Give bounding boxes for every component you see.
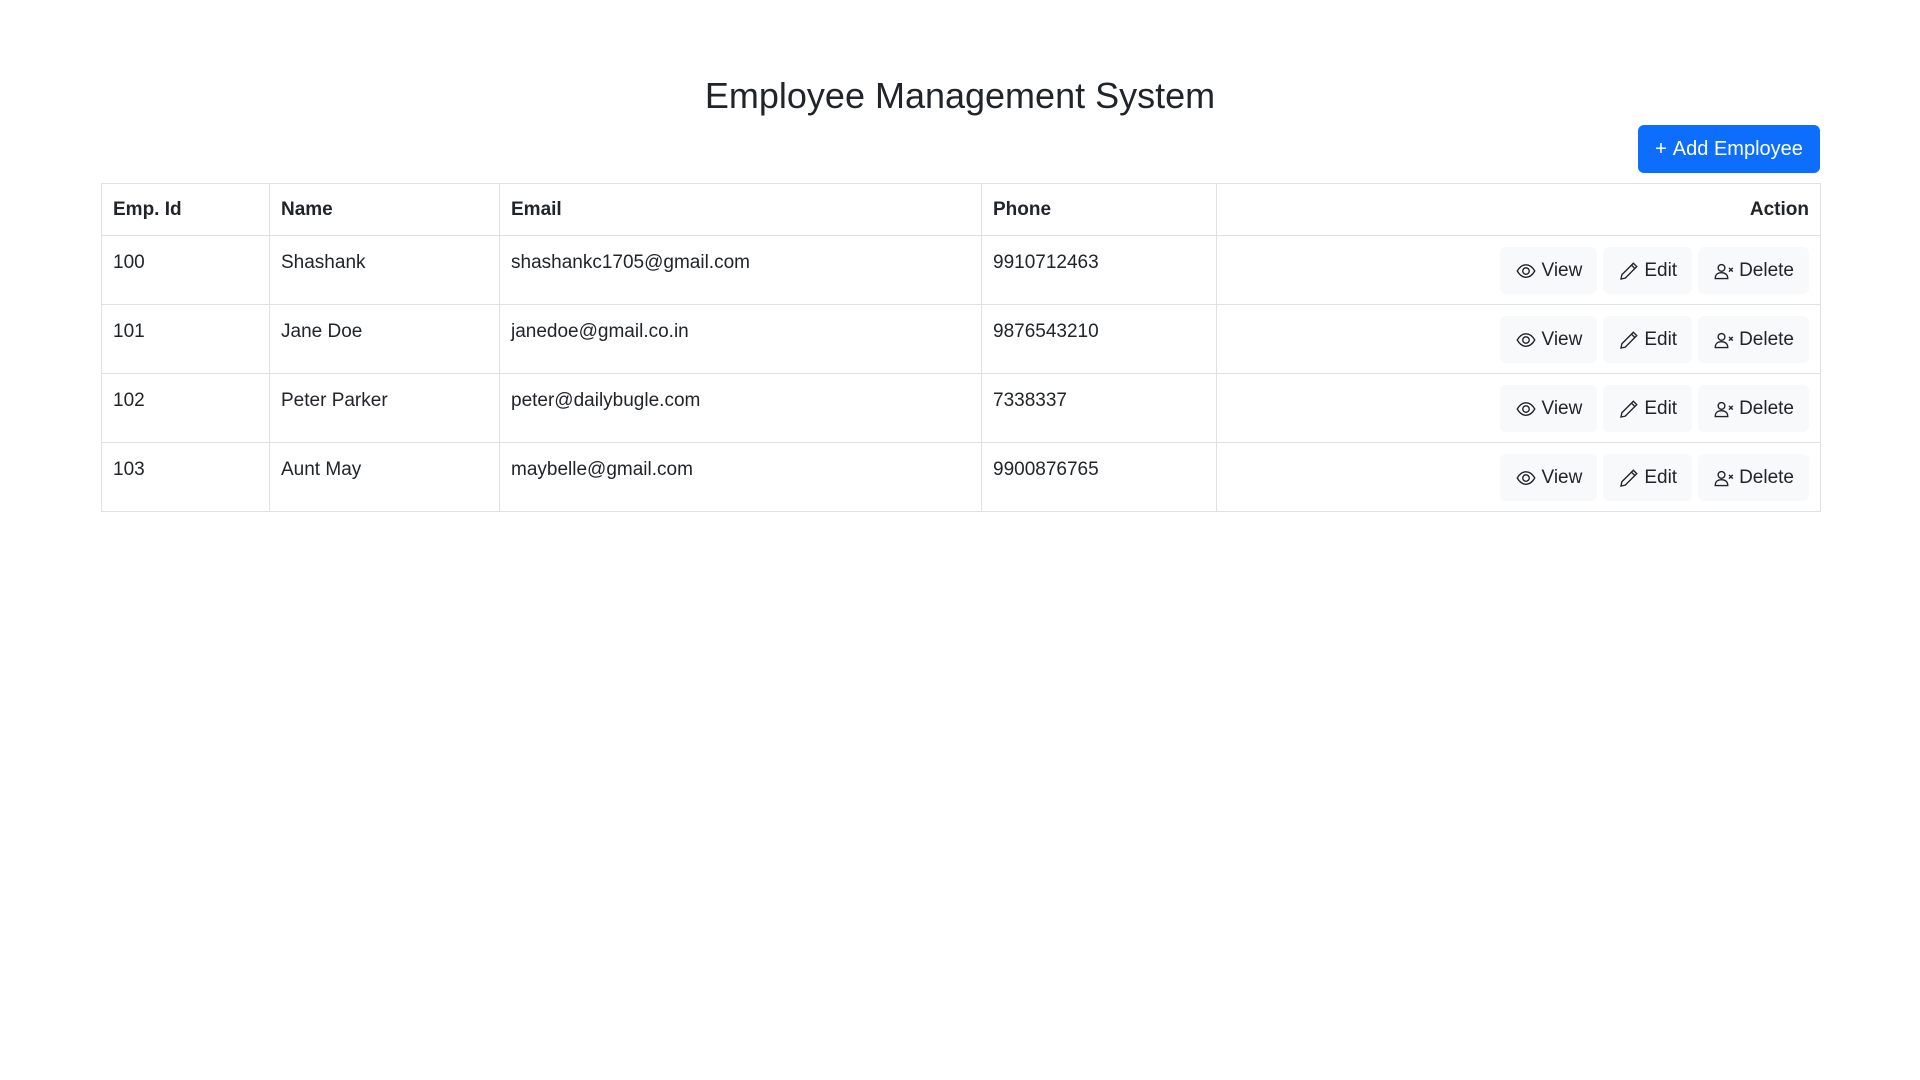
cell-emp-id: 103 bbox=[102, 443, 270, 512]
delete-label: Delete bbox=[1739, 328, 1794, 350]
cell-email: peter@dailybugle.com bbox=[500, 374, 982, 443]
edit-button[interactable] bbox=[1603, 385, 1692, 432]
edit-button[interactable] bbox=[1603, 454, 1692, 501]
cell-actions bbox=[1217, 305, 1821, 374]
view-button[interactable] bbox=[1500, 454, 1597, 501]
pencil-icon bbox=[1618, 260, 1640, 282]
cell-phone: 9900876765 bbox=[982, 443, 1217, 512]
delete-label: Delete bbox=[1739, 259, 1794, 281]
person-x-icon bbox=[1713, 467, 1735, 489]
column-header-emp-id: Emp. Id bbox=[102, 184, 270, 236]
cell-actions bbox=[1217, 236, 1821, 305]
cell-name: Peter Parker bbox=[270, 374, 500, 443]
eye-icon bbox=[1515, 467, 1537, 489]
delete-button[interactable] bbox=[1698, 316, 1809, 363]
cell-email: shashankc1705@gmail.com bbox=[500, 236, 982, 305]
view-button[interactable] bbox=[1500, 316, 1597, 363]
column-header-email: Email bbox=[500, 184, 982, 236]
row-actions bbox=[1228, 385, 1809, 432]
view-button[interactable] bbox=[1500, 385, 1597, 432]
table-row bbox=[102, 236, 1821, 305]
pencil-icon bbox=[1618, 329, 1640, 351]
view-button[interactable] bbox=[1500, 247, 1597, 294]
cell-emp-id: 101 bbox=[102, 305, 270, 374]
pencil-icon bbox=[1618, 467, 1640, 489]
person-x-icon bbox=[1713, 260, 1735, 282]
plus-icon: + bbox=[1655, 137, 1667, 160]
table-row bbox=[102, 374, 1821, 443]
edit-label: Edit bbox=[1644, 259, 1678, 281]
view-label: View bbox=[1541, 328, 1583, 350]
edit-button[interactable] bbox=[1603, 316, 1692, 363]
cell-actions bbox=[1217, 443, 1821, 512]
table-header-row bbox=[102, 184, 1821, 236]
cell-name: Jane Doe bbox=[270, 305, 500, 374]
table-body bbox=[102, 236, 1821, 512]
eye-icon bbox=[1515, 260, 1537, 282]
column-header-phone: Phone bbox=[982, 184, 1217, 236]
page-title: Employee Management System bbox=[704, 75, 1216, 116]
column-header-action: Action bbox=[1217, 184, 1821, 236]
cell-email: maybelle@gmail.com bbox=[500, 443, 982, 512]
delete-label: Delete bbox=[1739, 466, 1794, 488]
cell-emp-id: 102 bbox=[102, 374, 270, 443]
edit-label: Edit bbox=[1644, 328, 1678, 350]
row-actions bbox=[1228, 454, 1809, 501]
person-x-icon bbox=[1713, 329, 1735, 351]
cell-email: janedoe@gmail.co.in bbox=[500, 305, 982, 374]
view-label: View bbox=[1541, 466, 1583, 488]
cell-actions bbox=[1217, 374, 1821, 443]
pencil-icon bbox=[1618, 398, 1640, 420]
person-x-icon bbox=[1713, 398, 1735, 420]
delete-button[interactable] bbox=[1698, 454, 1809, 501]
edit-button[interactable] bbox=[1603, 247, 1692, 294]
column-header-name: Name bbox=[270, 184, 500, 236]
cell-phone: 9876543210 bbox=[982, 305, 1217, 374]
eye-icon bbox=[1515, 398, 1537, 420]
row-actions bbox=[1228, 316, 1809, 363]
table-row bbox=[102, 443, 1821, 512]
cell-name: Aunt May bbox=[270, 443, 500, 512]
delete-button[interactable] bbox=[1698, 247, 1809, 294]
add-employee-label: Add Employee bbox=[1672, 137, 1803, 160]
view-label: View bbox=[1541, 259, 1583, 281]
cell-emp-id: 100 bbox=[102, 236, 270, 305]
cell-phone: 9910712463 bbox=[982, 236, 1217, 305]
view-label: View bbox=[1541, 397, 1583, 419]
eye-icon bbox=[1515, 329, 1537, 351]
table-row bbox=[102, 305, 1821, 374]
edit-label: Edit bbox=[1644, 466, 1678, 488]
employee-table bbox=[101, 183, 1821, 512]
cell-name: Shashank bbox=[270, 236, 500, 305]
row-actions bbox=[1228, 247, 1809, 294]
edit-label: Edit bbox=[1644, 397, 1678, 419]
add-employee-button[interactable] bbox=[1638, 125, 1820, 173]
cell-phone: 7338337 bbox=[982, 374, 1217, 443]
delete-label: Delete bbox=[1739, 397, 1794, 419]
delete-button[interactable] bbox=[1698, 385, 1809, 432]
